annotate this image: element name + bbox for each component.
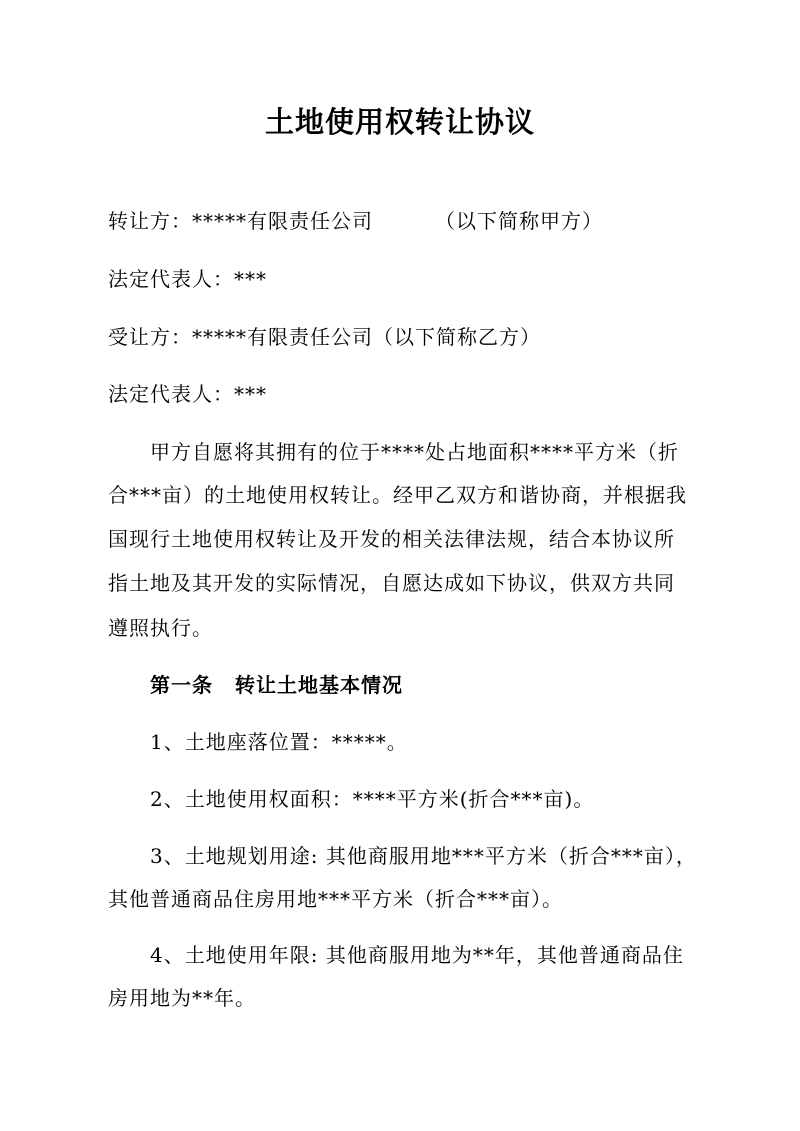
preamble-line: 遵照执行。 xyxy=(108,616,213,640)
document-title: 土地使用权转让协议 xyxy=(264,105,535,139)
transferor-name: 转让方：*****有限责任公司 xyxy=(108,209,373,233)
article-title: 转让土地基本情况 xyxy=(235,673,403,697)
preamble-line: 合***亩）的土地使用权转让。经甲乙双方和谐协商，并根据我 xyxy=(108,483,687,507)
transferor-line xyxy=(108,211,603,231)
list-item-continuation: 房用地为**年。 xyxy=(108,986,256,1010)
article-number: 第一条 xyxy=(150,673,213,697)
preamble-line: 国现行土地使用权转让及开发的相关法律法规，结合本协议所 xyxy=(108,527,675,551)
preamble-line: 指土地及其开发的实际情况，自愿达成如下协议，供双方共同 xyxy=(108,571,675,595)
list-item: 3、土地规划用途: 其他商服用地***平方米（折合***亩）， xyxy=(150,844,697,868)
transferee-representative: 法定代表人：*** xyxy=(108,382,267,406)
list-item: 4、土地使用年限: 其他商服用地为**年，其他普通商品住 xyxy=(150,943,684,967)
transferee-line: 受让方：*****有限责任公司（以下简称乙方） xyxy=(108,325,541,349)
list-item: 2、土地使用权面积：****平方米(折合***亩)。 xyxy=(150,787,595,811)
list-item-continuation: 其他普通商品住房用地***平方米（折合***亩）。 xyxy=(108,887,563,911)
list-item: 1、土地座落位置：*****。 xyxy=(150,730,408,754)
article-1-heading xyxy=(150,675,403,695)
preamble-line: 甲方自愿将其拥有的位于****处占地面积****平方米（折 xyxy=(150,440,679,464)
transferor-alias: （以下简称甲方） xyxy=(435,209,603,233)
transferor-representative: 法定代表人：*** xyxy=(108,267,267,291)
